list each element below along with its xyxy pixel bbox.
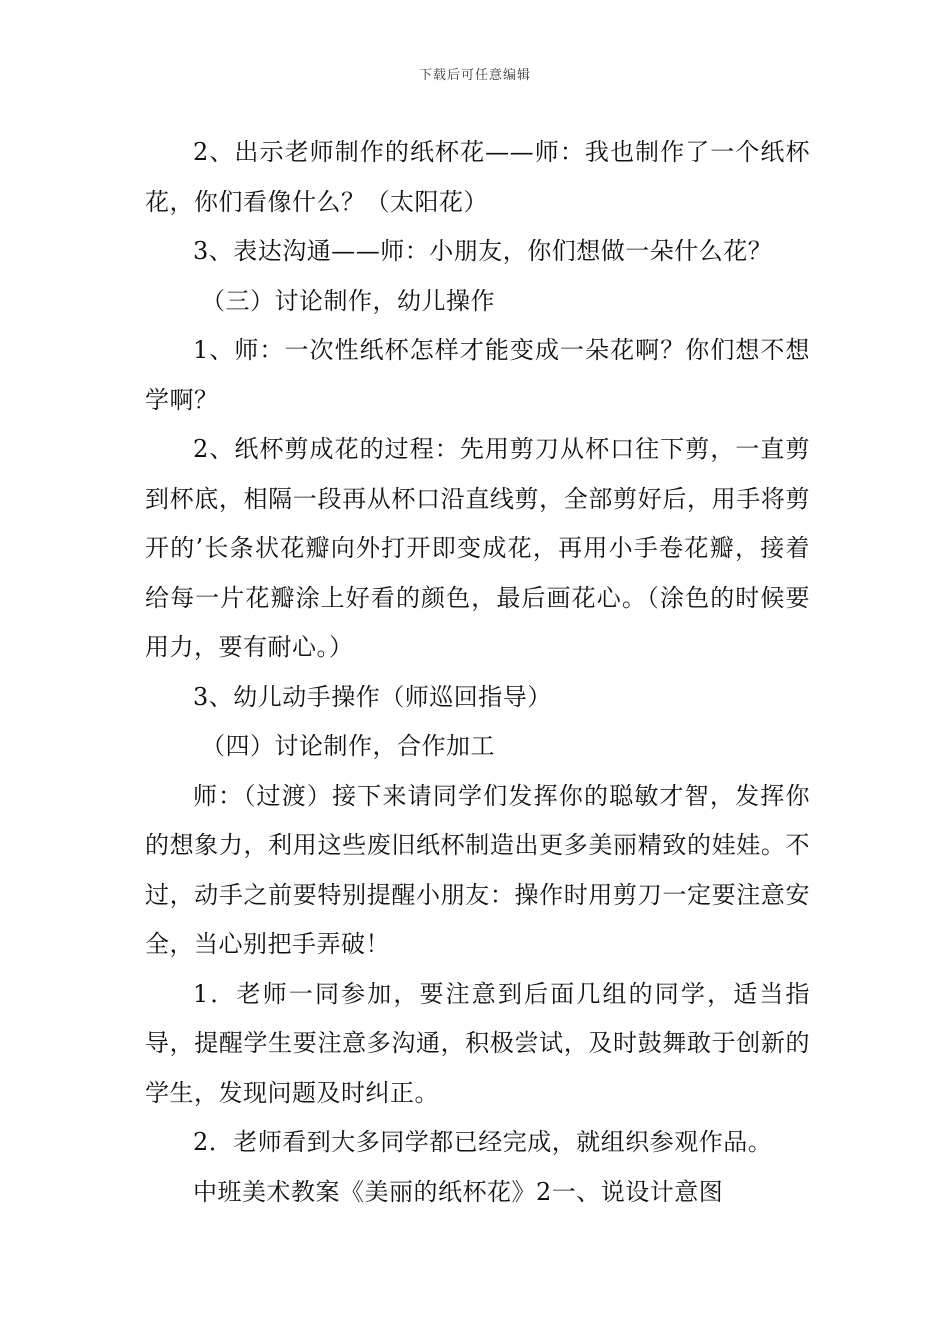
paragraph-item-1-guidance: 1．老师一同参加，要注意到后面几组的同学，适当指导，提醒学生要注意多沟通，积极尝试，及时鼓舞敢于创新的学生，发现问题及时纠正。 xyxy=(145,979,810,1107)
paragraph-step-2-cutting-process: 2、纸杯剪成花的过程：先用剪刀从杯口往下剪，一直剪到杯底，相隔一段再从杯口沿直线剪，全部剪好后，用手将剪开的’长条状花瓣向外打开即变成花，再用小手卷花瓣，接着给每一片花瓣涂上好看的颜色，最后画花心。（涂色的时候要用力，要有耐心。） xyxy=(145,435,810,661)
paragraph-step-2-show-flower: 2、出示老师制作的纸杯花——师：我也制作了一个纸杯花，你们看像什么？（太阳花） xyxy=(145,138,810,216)
page-header-note: 下载后可任意编辑 xyxy=(418,68,531,83)
document-body xyxy=(145,128,810,1217)
section-heading-4: （四）讨论制作，合作加工 xyxy=(201,732,495,760)
paragraph-teacher-transition: 师：（过渡）接下来请同学们发挥你的聪敏才智，发挥你的想象力，利用这些废旧纸杯制造出更多美丽精致的娃娃。不过，动手之前要特别提醒小朋友：操作时用剪刀一定要注意安全，当心别把手弄破！ xyxy=(145,781,810,958)
paragraph-step-3-communicate: 3、表达沟通——师：小朋友，你们想做一朵什么花？ xyxy=(193,237,773,265)
paragraph-step-1-question: 1、师：一次性纸杯怎样才能变成一朵花啊？你们想不想学啊？ xyxy=(145,336,810,414)
paragraph-item-2-viewing: 2．老师看到大多同学都已经完成，就组织参观作品。 xyxy=(193,1128,773,1156)
paragraph-lesson-title: 中班美术教案《美丽的纸杯花》2一、说设计意图 xyxy=(193,1177,724,1206)
paragraph-step-3-hands-on: 3、幼儿动手操作（师巡回指导） xyxy=(193,682,552,711)
section-heading-3: （三）讨论制作，幼儿操作 xyxy=(201,286,495,315)
